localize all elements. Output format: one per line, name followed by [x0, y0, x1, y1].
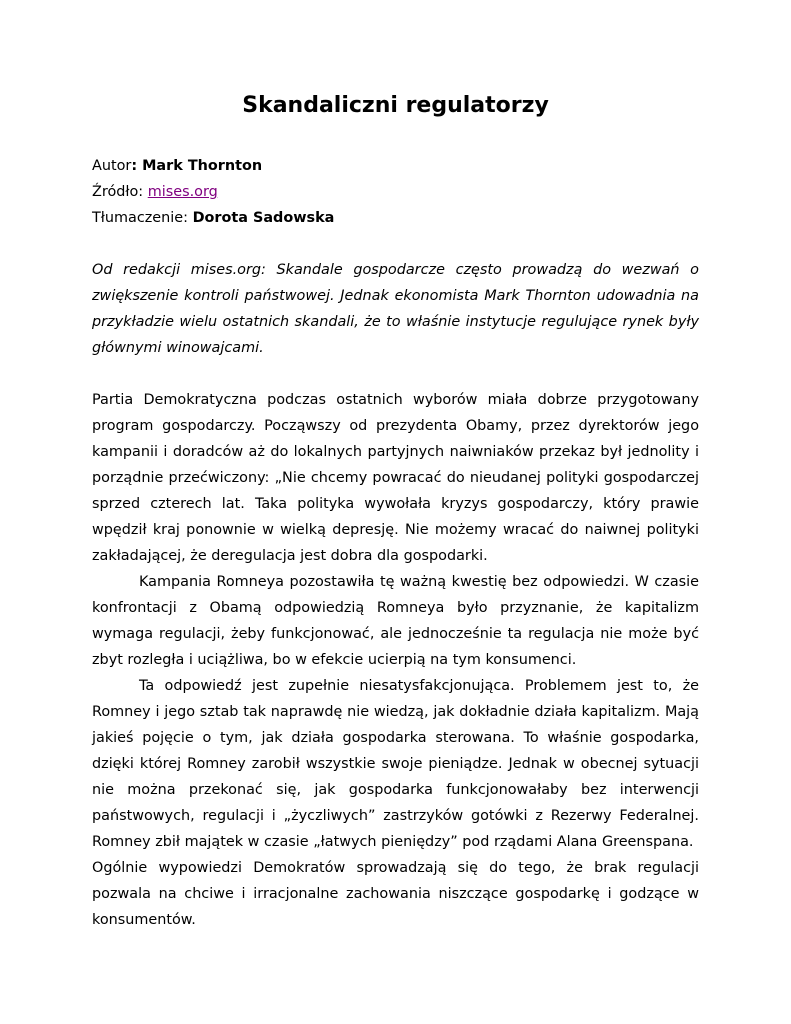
body-paragraph-1: Partia Demokratyczna podczas ostatnich wyborów miała dobrze przygotowany program gospodarczy. Począwszy od prezydenta Obamy, przez dyrektorów jego kampanii i doradców aż do lokalnych partyjnych naiwniaków przekaz był jednolity i porządnie przećwiczony: „Nie chcemy powracać do nieudanej polityki gospodarczej sprzed czterech lat. Taka polityka wywołała kryzys gospodarczy, który prawie wpędził kraj ponownie w wielką depresję. Nie możemy wracać do naiwnej polityki zakładającej, że deregulacja jest dobra dla gospodarki.	[92, 392, 699, 564]
author-label: Autor	[92, 158, 132, 174]
translator-name: Dorota Sadowska	[192, 210, 335, 226]
author-name: : Mark Thornton	[131, 158, 263, 174]
source-link[interactable]: mises.org	[147, 184, 218, 200]
body-paragraph-4: Ogólnie wypowiedzi Demokratów sprowadzają się do tego, że brak regulacji pozwala na chciwe i irracjonalne zachowania niszczące gospodarkę i godzące w konsumentów.	[92, 860, 699, 928]
source-label: Źródło:	[92, 184, 148, 200]
article-body	[92, 387, 699, 933]
body-paragraph-3: Ta odpowiedź jest zupełnie niesatysfakcjonująca. Problemem jest to, że Romney i jego sztab tak naprawdę nie wiedzą, jak dokładnie działa kapitalizm. Mają jakieś pojęcie o tym, jak działa gospodarka sterowana. To właśnie gospodarka, dzięki której Romney zarobił wszystkie swoje pieniądze. Jednak w obecnej sytuacji nie można przekonać się, jak gospodarka funkcjonowałaby bez interwencji państwowych, regulacji i „życzliwych” zastrzyków gotówki z Rezerwy Federalnej. Romney zbił majątek w czasie „łatwych pieniędzy” pod rządami Alana Greenspana.	[92, 678, 699, 850]
author-line	[92, 153, 699, 179]
editorial-intro: Od redakcji mises.org: Skandale gospodarcze często prowadzą do wezwań o zwiększenie kontroli państwowej. Jednak ekonomista Mark Thornton udowadnia na przykładzie wielu ostatnich skandali, że to właśnie instytucje regulujące rynek były głównymi winowajcami.	[92, 262, 699, 356]
translation-line	[92, 205, 699, 231]
source-line	[92, 179, 699, 205]
translation-label: Tłumaczenie:	[92, 210, 193, 226]
document-title: Skandaliczni regulatorzy	[242, 93, 549, 118]
body-paragraph-2: Kampania Romneya pozostawiła tę ważną kwestię bez odpowiedzi. W czasie konfrontacji z Obamą odpowiedzią Romneya było przyznanie, że kapitalizm wymaga regulacji, żeby funkcjonować, ale jednocześnie ta regulacja nie może być zbyt rozległa i uciążliwa, bo w efekcie ucierpią na tym konsumenci.	[92, 574, 699, 668]
article-metadata	[92, 153, 699, 231]
